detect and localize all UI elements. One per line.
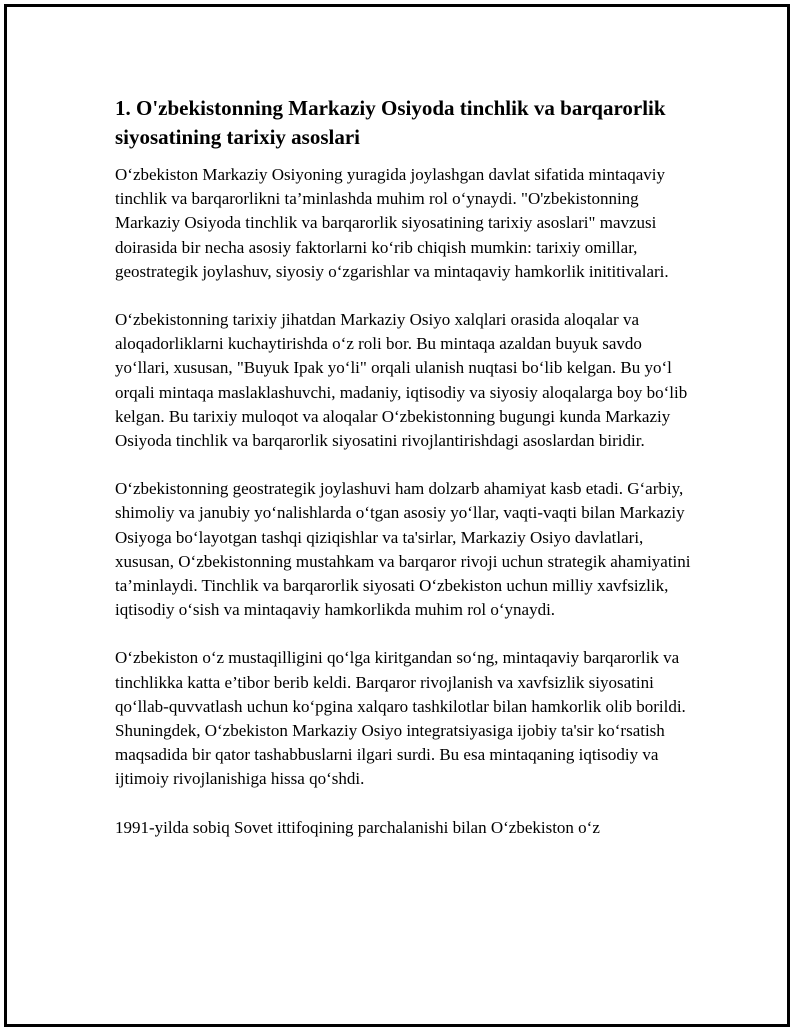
paragraph-3: O‘zbekistonning geostrategik joylashuvi ham dolzarb ahamiyat kasb etadi. G‘arbiy, shimoliy va janubiy yo‘nalishlarda o‘tgan asosiy yo‘llar, vaqti-vaqti bilan Markaziy Osiyoga bo‘layotgan tashqi qiziqishlar va ta'sirlar, Markaziy Osiyo davlatlari, xususan, O‘zbekistonning mustahkam va barqaror rivoji uchun strategik ahamiyatini ta’minlaydi. Tinchlik va barqarorlik siyosati O‘zbekiston uchun milliy xavfsizlik, iqtisodiy o‘sish va mintaqaviy hamkorlikda muhim rol o‘ynaydi. [115, 479, 691, 620]
document-title: 1. O'zbekistonning Markaziy Osiyoda tinchlik va barqarorlik siyosatining tarixiy asoslari [115, 96, 666, 149]
document-body [115, 94, 695, 864]
paragraph-2: O‘zbekistonning tarixiy jihatdan Markaziy Osiyo xalqlari orasida aloqalar va aloqadorliklarni kuchaytirishda o‘z roli bor. Bu mintaqa azaldan buyuk savdo yo‘llari, xususan, "Buyuk Ipak yo‘li" orqali ulanish nuqtasi bo‘lib kelgan. Bu yo‘l orqali mintaqa maslaklashuvchi, madaniy, iqtisodiy va siyosiy aloqalarga boy bo‘lib kelgan. Bu tarixiy muloqot va aloqalar O‘zbekistonning bugungi kunda Markaziy Osiyoda tinchlik va barqarorlik siyosatini rivojlantirishdagi asoslardan biridir. [115, 310, 688, 451]
paragraph-1: O‘zbekiston Markaziy Osiyoning yuragida joylashgan davlat sifatida mintaqaviy tinchlik va barqarorlikni ta’minlashda muhim rol o‘ynaydi. "O'zbekistonning Markaziy Osiyoda tinchlik va barqarorlik siyosatining tarixiy asoslari" mavzusi doirasida bir necha asosiy faktorlarni ko‘rib chiqish mumkin: tarixiy omillar, geostrategik joylashuv, siyosiy o‘zgarishlar va mintaqaviy hamkorlik inititivalari. [115, 165, 669, 281]
paragraph-5: 1991-yilda sobiq Sovet ittifoqining parchalanishi bilan O‘zbekiston o‘z [115, 817, 600, 837]
paragraph-4: O‘zbekiston o‘z mustaqilligini qo‘lga kiritgandan so‘ng, mintaqaviy barqarorlik va tinchlikka katta e’tibor berib keldi. Barqaror rivojlanish va xavfsizlik siyosatini qo‘llab-quvvatlash uchun ko‘pgina xalqaro tashkilotlar bilan hamkorlik olib borildi. Shuningdek, O‘zbekiston Markaziy Osiyo integratsiyasiga ijobiy ta'sir ko‘rsatish maqsadida bir qator tashabbuslarni ilgari surdi. Bu esa mintaqaning iqtisodiy va ijtimoiy rivojlanishiga hissa qo‘shdi. [115, 648, 686, 789]
